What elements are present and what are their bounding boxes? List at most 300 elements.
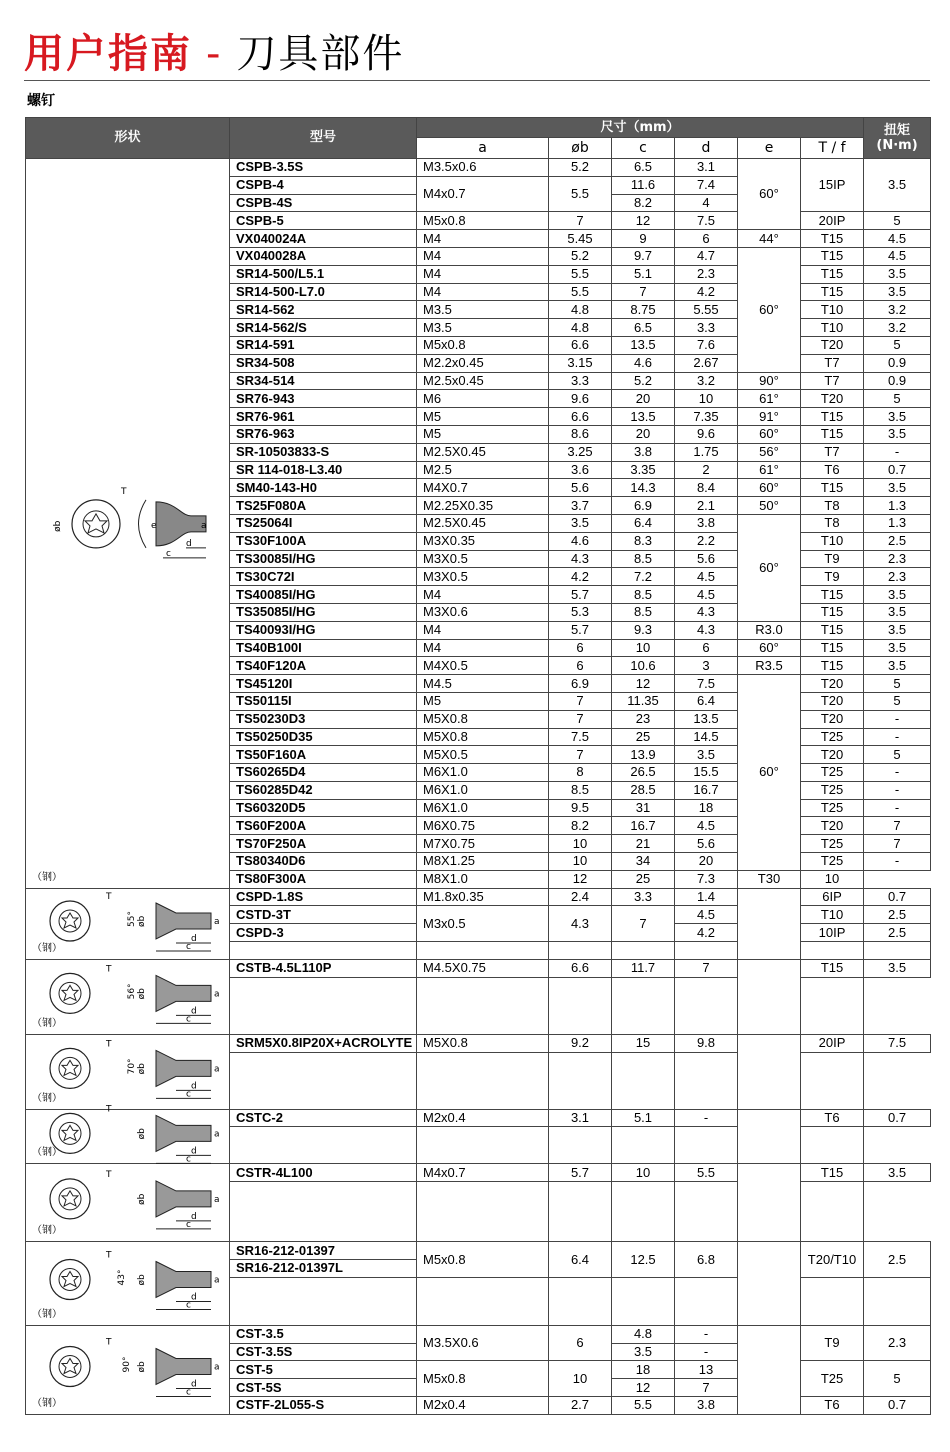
empty-cell (864, 1277, 931, 1325)
empty-cell (801, 977, 864, 1034)
diagram-label: e (150, 520, 157, 531)
steel-label: （钢） (32, 1147, 62, 1159)
b-cell: 7 (549, 212, 612, 230)
empty-cell (549, 1127, 612, 1164)
c-cell: 12 (612, 675, 675, 693)
empty-cell (675, 1052, 738, 1109)
torque-cell: 3.5 (864, 159, 931, 212)
b-cell: 6.6 (549, 336, 612, 354)
model-cell: SR 114-018-L3.40 (230, 461, 417, 479)
shape-cell (26, 1164, 230, 1242)
empty-cell (549, 1052, 612, 1109)
torque-cell: 4.5 (864, 230, 931, 248)
diagram-label: d (191, 1292, 197, 1303)
d-cell: 5.5 (675, 1164, 738, 1182)
torque-cell: 7 (864, 835, 931, 853)
torque-cell: 3.5 (864, 283, 931, 301)
t-cell: T20 (801, 675, 864, 693)
c-cell: 8.3 (612, 532, 675, 550)
a-cell: M3.5 (417, 301, 549, 319)
c-cell: 12 (612, 212, 675, 230)
model-cell: SR16-212-01397L (230, 1260, 417, 1278)
b-cell: 2.4 (549, 888, 612, 906)
diagram-label: c (185, 1089, 191, 1100)
torque-cell: 3.2 (864, 301, 931, 319)
b-cell: 12 (549, 870, 612, 888)
b-cell: 2.7 (549, 1397, 612, 1415)
d-cell: 4.3 (675, 603, 738, 621)
d-cell: 18 (675, 799, 738, 817)
e-cell: R3.5 (738, 657, 801, 675)
shape-cell (26, 1242, 230, 1326)
torque-cell: 3.5 (864, 1164, 931, 1182)
empty-cell (417, 1052, 549, 1109)
c-cell: 9.7 (612, 247, 675, 265)
torque-cell: 7 (864, 817, 931, 835)
torque-cell: 3.5 (864, 960, 931, 978)
b-cell: 4.2 (549, 568, 612, 586)
model-cell: SR14-591 (230, 336, 417, 354)
c-cell: 11.6 (612, 176, 675, 194)
c-cell: 10.6 (612, 657, 675, 675)
torque-cell: 1.3 (864, 514, 931, 532)
diagram-label: øb (136, 1127, 147, 1140)
a-cell: M5 (417, 692, 549, 710)
c-cell: 6.5 (612, 159, 675, 177)
e-cell: 60° (738, 514, 801, 621)
t-cell: T25 (801, 728, 864, 746)
torque-cell: 3.5 (864, 621, 931, 639)
t-cell: T10 (801, 319, 864, 337)
model-cell: TS40F120A (230, 657, 417, 675)
model-cell: TS30F100A (230, 532, 417, 550)
diagram-label: c (165, 548, 171, 559)
torque-cell: - (864, 853, 931, 871)
t-cell: T15 (801, 639, 864, 657)
c-cell: 20 (612, 425, 675, 443)
torque-cell: - (864, 728, 931, 746)
c-cell: 4.8 (612, 1325, 675, 1343)
a-cell: M2x0.4 (417, 1397, 549, 1415)
torque-cell: 5 (864, 1361, 931, 1397)
d-cell: 20 (675, 853, 738, 871)
diagram-label: øb (136, 1194, 147, 1206)
model-cell: CSPB-4 (230, 176, 417, 194)
model-cell: CST-3.5S (230, 1343, 417, 1361)
empty-cell (801, 1182, 864, 1242)
diagram-label: øb (137, 1274, 147, 1286)
model-cell: SR76-961 (230, 408, 417, 426)
d-cell: - (675, 1325, 738, 1343)
torque-cell: 3.5 (864, 425, 931, 443)
c-cell: 6.9 (612, 497, 675, 515)
torque-cell: 0.7 (864, 888, 931, 906)
model-cell: CSPB-3.5S (230, 159, 417, 177)
steel-label: （钢） (32, 1397, 62, 1409)
shape-cell (26, 1034, 230, 1109)
a-cell: M3X0.5 (417, 550, 549, 568)
empty-cell (230, 1052, 417, 1109)
col-shape: 形状 (26, 118, 230, 159)
e-cell: 60° (738, 159, 801, 230)
model-cell: TS40B100I (230, 639, 417, 657)
e-cell: 60° (738, 247, 801, 372)
c-cell: 34 (612, 853, 675, 871)
diagram-label: c (186, 1387, 191, 1398)
diagram-label: c (185, 1154, 191, 1165)
col-t: T / f (801, 138, 864, 159)
screw-diagram (26, 159, 230, 889)
col-torque: 扭矩 (N·m) (864, 118, 931, 159)
a-cell: M4 (417, 283, 549, 301)
model-cell: CST-3.5 (230, 1325, 417, 1343)
b-cell: 7 (549, 692, 612, 710)
a-cell: M6X1.0 (417, 799, 549, 817)
b-cell: 3.3 (549, 372, 612, 390)
shape-cell (26, 888, 230, 959)
b-cell: 8.5 (549, 781, 612, 799)
table-row (26, 960, 931, 978)
b-cell: 6.9 (549, 675, 612, 693)
empty-cell (230, 977, 417, 1034)
diagram-label: c (185, 1220, 191, 1231)
d-cell: 7 (675, 1379, 738, 1397)
b-cell: 4.3 (549, 550, 612, 568)
a-cell: M6X1.0 (417, 764, 549, 782)
diagram-label: d (190, 1006, 197, 1017)
model-cell: CSPB-4S (230, 194, 417, 212)
c-cell: 18 (612, 1361, 675, 1379)
t-cell: T20 (801, 746, 864, 764)
a-cell: M6X0.75 (417, 817, 549, 835)
b-cell: 3.25 (549, 443, 612, 461)
torque-cell: 2.5 (864, 906, 931, 924)
t-cell: T30 (738, 870, 801, 888)
torque-cell: 3.2 (864, 319, 931, 337)
b-cell: 6.4 (549, 1242, 612, 1278)
diagram-label: øb (53, 520, 64, 532)
model-cell: TS70F250A (230, 835, 417, 853)
model-cell: VX040024A (230, 230, 417, 248)
c-cell: 16.7 (612, 817, 675, 835)
d-cell: 4 (675, 194, 738, 212)
col-d: d (675, 138, 738, 159)
diagram-label: a (214, 1275, 220, 1286)
d-cell: 4.2 (675, 283, 738, 301)
empty-cell (549, 977, 612, 1034)
torque-cell: 3.5 (864, 408, 931, 426)
diagram-label: T (106, 1039, 112, 1050)
t-cell: T8 (801, 514, 864, 532)
c-cell: 28.5 (612, 781, 675, 799)
c-cell: 13.9 (612, 746, 675, 764)
b-cell: 10 (549, 835, 612, 853)
a-cell: M4 (417, 247, 549, 265)
c-cell: 7 (612, 906, 675, 942)
a-cell: M2.2x0.45 (417, 354, 549, 372)
torque-cell: 5 (864, 692, 931, 710)
model-cell: SR14-500-L7.0 (230, 283, 417, 301)
c-cell: 12 (612, 1379, 675, 1397)
model-cell: SR76-943 (230, 390, 417, 408)
empty-cell (612, 1052, 675, 1109)
diagram-label: T (106, 891, 112, 902)
t-cell: T15 (801, 586, 864, 604)
table-row (26, 888, 931, 906)
a-cell: M3X0.35 (417, 532, 549, 550)
e-cell: 56° (738, 443, 801, 461)
t-cell: T10 (801, 906, 864, 924)
c-cell: 10 (612, 639, 675, 657)
t-cell: T25 (801, 853, 864, 871)
b-cell: 8.2 (549, 817, 612, 835)
steel-label: （钢） (32, 871, 62, 883)
b-cell: 9.6 (549, 390, 612, 408)
d-cell: 7.6 (675, 336, 738, 354)
a-cell: M5X0.8 (417, 710, 549, 728)
c-cell: 3.3 (612, 888, 675, 906)
c-cell: 14.3 (612, 479, 675, 497)
a-cell: M5 (417, 425, 549, 443)
diagram-label: a (200, 520, 207, 531)
torque-cell: 1.3 (864, 497, 931, 515)
c-cell: 15 (612, 1034, 675, 1052)
c-cell: 6.4 (612, 514, 675, 532)
empty-cell (417, 1182, 549, 1242)
c-cell: 8.5 (612, 586, 675, 604)
c-cell: 7 (612, 283, 675, 301)
d-cell: 14.5 (675, 728, 738, 746)
a-cell: M3X0.5 (417, 568, 549, 586)
screw-table (25, 117, 931, 1415)
empty-cell (417, 1127, 549, 1164)
model-cell: SRM5X0.8IP20X+ACROLYTE (230, 1034, 417, 1052)
d-cell: 5.6 (675, 550, 738, 568)
b-cell: 5.6 (549, 479, 612, 497)
e-cell (738, 1034, 801, 1109)
model-cell: SR76-963 (230, 425, 417, 443)
d-cell: 5.6 (675, 835, 738, 853)
a-cell: M5x0.8 (417, 1361, 549, 1397)
d-cell: 7.5 (675, 675, 738, 693)
a-cell: M6X1.0 (417, 781, 549, 799)
diagram-label: T (106, 1337, 112, 1348)
t-cell: 20IP (801, 212, 864, 230)
steel-label: （钢） (32, 1225, 62, 1237)
e-cell: 50° (738, 497, 801, 515)
d-cell: 4.2 (675, 924, 738, 942)
diagram-label: a (214, 916, 220, 927)
model-cell: SR34-514 (230, 372, 417, 390)
section-label: 螺钉 (27, 93, 55, 109)
empty-cell (801, 942, 864, 960)
b-cell: 5.3 (549, 603, 612, 621)
a-cell: M4X0.5 (417, 657, 549, 675)
c-cell: 9.3 (612, 621, 675, 639)
b-cell: 8.6 (549, 425, 612, 443)
b-cell: 7 (549, 710, 612, 728)
d-cell: - (675, 1343, 738, 1361)
t-cell: T15 (801, 621, 864, 639)
diagram-label: c (186, 941, 191, 952)
torque-cell: 3.5 (864, 586, 931, 604)
col-c: c (612, 138, 675, 159)
model-cell: SR14-562 (230, 301, 417, 319)
a-cell: M8X1.25 (417, 853, 549, 871)
steel-label: （钢） (32, 1017, 62, 1029)
d-cell: 3.8 (675, 1397, 738, 1415)
b-cell: 6.6 (549, 960, 612, 978)
title-rule (24, 80, 930, 81)
d-cell: 7.3 (675, 870, 738, 888)
b-cell: 5.7 (549, 586, 612, 604)
torque-cell: 0.7 (864, 1109, 931, 1127)
c-cell: 20 (612, 390, 675, 408)
b-cell: 5.5 (549, 265, 612, 283)
c-cell: 9 (612, 230, 675, 248)
torque-cell: 2.3 (864, 1325, 931, 1361)
model-cell: CST-5S (230, 1379, 417, 1397)
screw-table-wrap (25, 117, 930, 1415)
empty-cell (864, 942, 931, 960)
torque-cell: 10 (801, 870, 864, 888)
title-separator: - (206, 31, 223, 77)
b-cell: 6 (549, 657, 612, 675)
c-cell: 8.75 (612, 301, 675, 319)
t-cell: T9 (801, 550, 864, 568)
c-cell: 11.35 (612, 692, 675, 710)
b-cell: 3.6 (549, 461, 612, 479)
a-cell: M5x0.8 (417, 1242, 549, 1278)
a-cell: M4x0.7 (417, 176, 549, 212)
d-cell: 6 (675, 639, 738, 657)
torque-cell: - (864, 799, 931, 817)
b-cell: 4.3 (549, 906, 612, 942)
table-row (26, 1034, 931, 1052)
diagram-label: a (213, 1129, 220, 1140)
diagram-label: d (191, 933, 197, 944)
table-row (26, 1325, 931, 1343)
b-cell: 5.2 (549, 159, 612, 177)
a-cell: M4 (417, 265, 549, 283)
diagram-label: 90° (122, 1356, 132, 1373)
model-cell: SR34-508 (230, 354, 417, 372)
e-cell (738, 1242, 801, 1326)
empty-cell (801, 1277, 864, 1325)
a-cell: M3x0.5 (417, 906, 549, 942)
torque-cell: 4.5 (864, 247, 931, 265)
diagram-label: c (185, 1014, 191, 1025)
diagram-label: d (190, 1081, 197, 1092)
a-cell: M2.5X0.45 (417, 514, 549, 532)
empty-cell (417, 1277, 549, 1325)
d-cell: 13.5 (675, 710, 738, 728)
t-cell: T15 (801, 265, 864, 283)
a-cell: M2.25X0.35 (417, 497, 549, 515)
e-cell: 90° (738, 372, 801, 390)
a-cell: M5X0.8 (417, 1034, 549, 1052)
a-cell: M2.5 (417, 461, 549, 479)
e-cell (738, 1109, 801, 1164)
b-cell: 3.7 (549, 497, 612, 515)
a-cell: M4.5X0.75 (417, 960, 549, 978)
diagram-label: øb (137, 915, 147, 927)
d-cell: 4.7 (675, 247, 738, 265)
e-cell: 61° (738, 461, 801, 479)
shape-cell (26, 1104, 230, 1165)
model-cell: CSTC-2 (230, 1109, 417, 1127)
a-cell: M3.5x0.6 (417, 159, 549, 177)
d-cell: 16.7 (675, 781, 738, 799)
c-cell: 26.5 (612, 764, 675, 782)
c-cell: 5.5 (612, 1397, 675, 1415)
diagram-label: T (106, 964, 112, 975)
t-cell: T15 (801, 247, 864, 265)
empty-cell (417, 977, 549, 1034)
shape-cell (26, 960, 230, 1035)
torque-cell: 2.3 (864, 550, 931, 568)
c-cell: 23 (612, 710, 675, 728)
page-title (24, 22, 404, 79)
diagram-label: 56° (126, 983, 137, 1000)
model-cell: SR14-500/L5.1 (230, 265, 417, 283)
model-cell: TS60285D42 (230, 781, 417, 799)
t-cell: T7 (801, 372, 864, 390)
torque-cell: 0.7 (864, 461, 931, 479)
diagram-label: d (185, 538, 192, 549)
diagram-label: d (190, 1146, 197, 1157)
t-cell: T10 (801, 532, 864, 550)
torque-cell: 5 (864, 675, 931, 693)
a-cell: M5X0.5 (417, 746, 549, 764)
t-cell: T7 (801, 354, 864, 372)
t-cell: 10IP (801, 924, 864, 942)
model-cell: TS60320D5 (230, 799, 417, 817)
empty-cell (675, 1127, 738, 1164)
c-cell: 21 (612, 835, 675, 853)
c-cell: 10 (612, 1164, 675, 1182)
torque-cell: 5 (864, 212, 931, 230)
c-cell: 13.5 (612, 408, 675, 426)
c-cell: 3.35 (612, 461, 675, 479)
d-cell: 7 (675, 960, 738, 978)
empty-cell (675, 942, 738, 960)
b-cell: 4.6 (549, 532, 612, 550)
diagram-label: T (106, 1250, 112, 1261)
d-cell: 9.8 (675, 1034, 738, 1052)
diagram-label: a (214, 1362, 220, 1373)
e-cell: 44° (738, 230, 801, 248)
d-cell: 8.4 (675, 479, 738, 497)
table-body (26, 159, 931, 1415)
a-cell: M4 (417, 230, 549, 248)
torque-cell: 2.5 (864, 924, 931, 942)
t-cell: T25 (801, 799, 864, 817)
diagram-label: d (190, 1212, 197, 1223)
empty-cell (801, 1052, 864, 1109)
empty-cell (612, 942, 675, 960)
b-cell: 10 (549, 853, 612, 871)
torque-cell: 0.9 (864, 354, 931, 372)
diagram-label: a (213, 1195, 220, 1206)
d-cell: 4.5 (675, 817, 738, 835)
d-cell: 3.2 (675, 372, 738, 390)
t-cell: T6 (801, 1109, 864, 1127)
d-cell: 3 (675, 657, 738, 675)
steel-label: （钢） (32, 1092, 62, 1104)
b-cell: 3.15 (549, 354, 612, 372)
c-cell: 7.2 (612, 568, 675, 586)
